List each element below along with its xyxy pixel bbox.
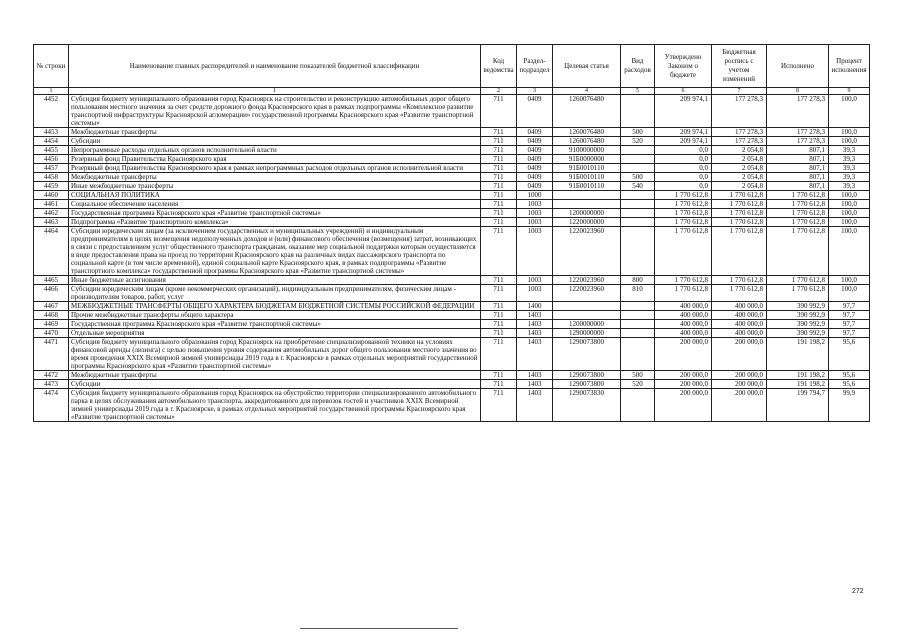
cell-executed: 191 198,2 bbox=[767, 338, 829, 371]
cell-exptype bbox=[621, 320, 655, 329]
cell-executed: 390 992,9 bbox=[767, 302, 829, 311]
cell-num: 4467 bbox=[34, 302, 69, 311]
cell-exptype: 520 bbox=[621, 137, 655, 146]
cell-target: 1290073800 bbox=[553, 380, 621, 389]
column-number: 3 bbox=[517, 88, 553, 95]
cell-exptype: 810 bbox=[621, 285, 655, 302]
cell-section: 0409 bbox=[517, 155, 553, 164]
cell-executed: 1 770 612,8 bbox=[767, 285, 829, 302]
cell-section: 1003 bbox=[517, 227, 553, 276]
cell-name: Подпрограмма «Развитие транспортного комплекса» bbox=[69, 218, 481, 227]
cell-target: 1260076480 bbox=[553, 95, 621, 128]
cell-percent: 39,3 bbox=[829, 155, 870, 164]
cell-section: 1403 bbox=[517, 389, 553, 422]
table-row bbox=[34, 191, 870, 200]
cell-code: 711 bbox=[481, 200, 517, 209]
cell-num: 4472 bbox=[34, 371, 69, 380]
cell-exptype: 500 bbox=[621, 371, 655, 380]
cell-code: 711 bbox=[481, 191, 517, 200]
cell-name: Субсидии юридическим лицам (кроме некоммерческих организаций), индивидуальным предпринимателям, физическим лицам - производителям товаров, работ, услуг bbox=[69, 285, 481, 302]
cell-percent: 97,7 bbox=[829, 311, 870, 320]
cell-name: Межбюджетные трансферты bbox=[69, 128, 481, 137]
cell-target: 1290073800 bbox=[553, 371, 621, 380]
cell-name: Государственная программа Красноярского края «Развитие транспортной системы» bbox=[69, 209, 481, 218]
cell-budget: 1 770 612,8 bbox=[712, 209, 767, 218]
column-number: 1 bbox=[34, 88, 69, 95]
cell-budget: 1 770 612,8 bbox=[712, 191, 767, 200]
cell-target bbox=[553, 302, 621, 311]
cell-executed: 390 992,9 bbox=[767, 311, 829, 320]
cell-budget: 1 770 612,8 bbox=[712, 227, 767, 276]
cell-code: 711 bbox=[481, 146, 517, 155]
cell-percent: 97,7 bbox=[829, 302, 870, 311]
cell-num: 4473 bbox=[34, 380, 69, 389]
cell-exptype bbox=[621, 155, 655, 164]
cell-section: 1003 bbox=[517, 276, 553, 285]
cell-num: 4461 bbox=[34, 200, 69, 209]
cell-budget: 1 770 612,8 bbox=[712, 200, 767, 209]
cell-approved: 200 000,0 bbox=[655, 338, 712, 371]
cell-section: 0409 bbox=[517, 173, 553, 182]
cell-num: 4474 bbox=[34, 389, 69, 422]
cell-percent: 100,0 bbox=[829, 128, 870, 137]
cell-target: 1290073800 bbox=[553, 338, 621, 371]
table-row bbox=[34, 329, 870, 338]
cell-code: 711 bbox=[481, 276, 517, 285]
cell-approved: 1 770 612,8 bbox=[655, 285, 712, 302]
table-row bbox=[34, 146, 870, 155]
cell-num: 4455 bbox=[34, 146, 69, 155]
cell-executed: 191 198,2 bbox=[767, 371, 829, 380]
cell-percent: 100,0 bbox=[829, 137, 870, 146]
budget-report-sheet bbox=[33, 44, 869, 422]
cell-approved: 209 974,1 bbox=[655, 95, 712, 128]
cell-section: 0409 bbox=[517, 164, 553, 173]
cell-section: 1403 bbox=[517, 338, 553, 371]
cell-name: Резервный фонд Правительства Красноярского края в рамках непрограммных расходов отдельных органов исполнительной власти bbox=[69, 164, 481, 173]
cell-section: 1403 bbox=[517, 380, 553, 389]
cell-percent: 99,9 bbox=[829, 389, 870, 422]
table-row bbox=[34, 276, 870, 285]
column-number: 7 bbox=[712, 88, 767, 95]
header-target: Целевая статья bbox=[553, 45, 621, 88]
cell-code: 711 bbox=[481, 137, 517, 146]
page-number: 272 bbox=[852, 588, 864, 595]
column-numbers-row bbox=[34, 88, 870, 95]
cell-name: Отдельные мероприятия bbox=[69, 329, 481, 338]
cell-approved: 0,0 bbox=[655, 146, 712, 155]
cell-target: 1220000000 bbox=[553, 218, 621, 227]
cell-approved: 1 770 612,8 bbox=[655, 276, 712, 285]
cell-name: Прочие межбюджетные трансферты общего характера bbox=[69, 311, 481, 320]
cell-percent: 100,0 bbox=[829, 191, 870, 200]
cell-percent: 100,0 bbox=[829, 285, 870, 302]
header-exptype: Вид расходов bbox=[621, 45, 655, 88]
header-approved: Утверждено Законом о бюджете bbox=[655, 45, 712, 88]
cell-executed: 1 770 612,8 bbox=[767, 209, 829, 218]
cell-exptype bbox=[621, 218, 655, 227]
cell-code: 711 bbox=[481, 285, 517, 302]
cell-budget: 200 000,0 bbox=[712, 371, 767, 380]
cell-code: 711 bbox=[481, 371, 517, 380]
cell-section: 0409 bbox=[517, 182, 553, 191]
cell-target: 91Б0000000 bbox=[553, 155, 621, 164]
cell-target: 1200000000 bbox=[553, 320, 621, 329]
cell-num: 4464 bbox=[34, 227, 69, 276]
cell-exptype bbox=[621, 200, 655, 209]
cell-budget: 200 000,0 bbox=[712, 389, 767, 422]
cell-code: 711 bbox=[481, 182, 517, 191]
table-row bbox=[34, 218, 870, 227]
cell-code: 711 bbox=[481, 218, 517, 227]
cell-percent: 100,0 bbox=[829, 95, 870, 128]
cell-code: 711 bbox=[481, 320, 517, 329]
cell-num: 4469 bbox=[34, 320, 69, 329]
cell-code: 711 bbox=[481, 338, 517, 371]
cell-percent: 100,0 bbox=[829, 227, 870, 276]
header-budget: Бюджетная роспись с учетом изменений bbox=[712, 45, 767, 88]
cell-name: Межбюджетные трансферты bbox=[69, 173, 481, 182]
table-row bbox=[34, 164, 870, 173]
cell-name: Иные бюджетные ассигнования bbox=[69, 276, 481, 285]
cell-num: 4471 bbox=[34, 338, 69, 371]
cell-approved: 400 000,0 bbox=[655, 320, 712, 329]
cell-approved: 0,0 bbox=[655, 164, 712, 173]
footer-divider bbox=[300, 628, 458, 629]
cell-num: 4460 bbox=[34, 191, 69, 200]
cell-executed: 1 770 612,8 bbox=[767, 227, 829, 276]
cell-name: Субсидии юридическим лицам (за исключением государственных и муниципальных учреждений) и индивидуальным предпринимателям в целях возмещения недополученных доходов и (или) финансового обеспечения (возмещения) затрат, возникающих в связи с предоставлением услуг общественного транспорта гражданам, оказание мер социальной поддержки которым осуществляется в виде предоставления права на проезд по территории Красноярского края на различных видах пассажирского транспорта по социальной карте (в том числе временной), единой социальной карте Красноярского края, в рамках подпрограммы «Развитие транспортного комплекса» государственной программы Красноярского края «Развитие транспортной системы» bbox=[69, 227, 481, 276]
cell-num: 4465 bbox=[34, 276, 69, 285]
table-row bbox=[34, 380, 870, 389]
cell-exptype bbox=[621, 389, 655, 422]
cell-target: 1260076480 bbox=[553, 137, 621, 146]
table-row bbox=[34, 389, 870, 422]
cell-name: СОЦИАЛЬНАЯ ПОЛИТИКА bbox=[69, 191, 481, 200]
table-row bbox=[34, 320, 870, 329]
cell-num: 4457 bbox=[34, 164, 69, 173]
header-row bbox=[34, 45, 870, 88]
table-row bbox=[34, 311, 870, 320]
cell-target: 1220023960 bbox=[553, 276, 621, 285]
cell-executed: 807,1 bbox=[767, 173, 829, 182]
table-body bbox=[34, 95, 870, 422]
cell-target: 1220023960 bbox=[553, 285, 621, 302]
cell-exptype bbox=[621, 191, 655, 200]
cell-exptype: 520 bbox=[621, 380, 655, 389]
cell-percent: 97,7 bbox=[829, 329, 870, 338]
column-number: 8 bbox=[767, 88, 829, 95]
cell-section: 0409 bbox=[517, 146, 553, 155]
cell-section: 1003 bbox=[517, 209, 553, 218]
cell-num: 4459 bbox=[34, 182, 69, 191]
cell-percent: 100,0 bbox=[829, 209, 870, 218]
cell-num: 4458 bbox=[34, 173, 69, 182]
cell-approved: 400 000,0 bbox=[655, 302, 712, 311]
cell-name: МЕЖБЮДЖЕТНЫЕ ТРАНСФЕРТЫ ОБЩЕГО ХАРАКТЕРА БЮДЖЕТАМ БЮДЖЕТНОЙ СИСТЕМЫ РОССИЙСКОЙ ФЕДЕРАЦИИ bbox=[69, 302, 481, 311]
table-row bbox=[34, 209, 870, 218]
cell-executed: 177 278,3 bbox=[767, 95, 829, 128]
cell-budget: 400 000,0 bbox=[712, 329, 767, 338]
cell-budget: 400 000,0 bbox=[712, 311, 767, 320]
cell-section: 1003 bbox=[517, 285, 553, 302]
cell-executed: 199 794,7 bbox=[767, 389, 829, 422]
header-executed: Исполнено bbox=[767, 45, 829, 88]
cell-budget: 1 770 612,8 bbox=[712, 276, 767, 285]
cell-budget: 200 000,0 bbox=[712, 338, 767, 371]
cell-approved: 209 974,1 bbox=[655, 137, 712, 146]
column-number: 2 bbox=[481, 88, 517, 95]
cell-approved: 1 770 612,8 bbox=[655, 191, 712, 200]
cell-exptype: 800 bbox=[621, 276, 655, 285]
cell-exptype: 500 bbox=[621, 128, 655, 137]
cell-num: 4468 bbox=[34, 311, 69, 320]
table-row bbox=[34, 302, 870, 311]
cell-code: 711 bbox=[481, 311, 517, 320]
cell-name: Субсидии bbox=[69, 380, 481, 389]
column-number: 9 bbox=[829, 88, 870, 95]
cell-name: Межбюджетные трансферты bbox=[69, 371, 481, 380]
cell-name: Социальное обеспечение населения bbox=[69, 200, 481, 209]
table-row bbox=[34, 173, 870, 182]
cell-percent: 100,0 bbox=[829, 200, 870, 209]
cell-budget: 177 278,3 bbox=[712, 137, 767, 146]
cell-executed: 390 992,9 bbox=[767, 320, 829, 329]
cell-percent: 95,6 bbox=[829, 371, 870, 380]
cell-target: 1290073830 bbox=[553, 389, 621, 422]
table-row bbox=[34, 371, 870, 380]
cell-budget: 2 054,8 bbox=[712, 182, 767, 191]
cell-percent: 39,3 bbox=[829, 164, 870, 173]
cell-budget: 200 000,0 bbox=[712, 380, 767, 389]
cell-approved: 200 000,0 bbox=[655, 389, 712, 422]
cell-executed: 1 770 612,8 bbox=[767, 191, 829, 200]
cell-code: 711 bbox=[481, 389, 517, 422]
cell-section: 1403 bbox=[517, 371, 553, 380]
cell-code: 711 bbox=[481, 95, 517, 128]
cell-approved: 209 974,1 bbox=[655, 128, 712, 137]
cell-executed: 177 278,3 bbox=[767, 137, 829, 146]
table-row bbox=[34, 128, 870, 137]
cell-num: 4454 bbox=[34, 137, 69, 146]
cell-code: 711 bbox=[481, 173, 517, 182]
cell-executed: 807,1 bbox=[767, 146, 829, 155]
cell-section: 1400 bbox=[517, 302, 553, 311]
cell-name: Непрограммные расходы отдельных органов исполнительной власти bbox=[69, 146, 481, 155]
cell-executed: 807,1 bbox=[767, 155, 829, 164]
cell-executed: 1 770 612,8 bbox=[767, 200, 829, 209]
header-name: Наименование главных распорядителей и наименование показателей бюджетной классификации bbox=[69, 45, 481, 88]
cell-name: Государственная программа Красноярского края «Развитие транспортной системы» bbox=[69, 320, 481, 329]
cell-exptype: 500 bbox=[621, 173, 655, 182]
cell-exptype bbox=[621, 302, 655, 311]
cell-approved: 0,0 bbox=[655, 173, 712, 182]
cell-approved: 1 770 612,8 bbox=[655, 218, 712, 227]
table-row bbox=[34, 182, 870, 191]
cell-code: 711 bbox=[481, 227, 517, 276]
cell-target bbox=[553, 191, 621, 200]
cell-code: 711 bbox=[481, 209, 517, 218]
cell-target: 1200000000 bbox=[553, 209, 621, 218]
cell-budget: 2 054,8 bbox=[712, 155, 767, 164]
cell-target: 91Б0010110 bbox=[553, 173, 621, 182]
cell-exptype: 540 bbox=[621, 182, 655, 191]
cell-exptype bbox=[621, 311, 655, 320]
cell-percent: 39,3 bbox=[829, 146, 870, 155]
table-row bbox=[34, 338, 870, 371]
cell-target bbox=[553, 200, 621, 209]
cell-percent: 95,6 bbox=[829, 380, 870, 389]
cell-section: 1000 bbox=[517, 191, 553, 200]
cell-executed: 191 198,2 bbox=[767, 380, 829, 389]
cell-executed: 807,1 bbox=[767, 182, 829, 191]
column-number: 6 bbox=[655, 88, 712, 95]
cell-code: 711 bbox=[481, 164, 517, 173]
cell-budget: 1 770 612,8 bbox=[712, 218, 767, 227]
header-section: Раздел-подраздел bbox=[517, 45, 553, 88]
cell-executed: 1 770 612,8 bbox=[767, 276, 829, 285]
cell-num: 4462 bbox=[34, 209, 69, 218]
cell-section: 1403 bbox=[517, 320, 553, 329]
cell-budget: 177 278,3 bbox=[712, 128, 767, 137]
cell-approved: 400 000,0 bbox=[655, 311, 712, 320]
cell-code: 711 bbox=[481, 155, 517, 164]
cell-percent: 95,6 bbox=[829, 338, 870, 371]
cell-budget: 400 000,0 bbox=[712, 320, 767, 329]
cell-exptype bbox=[621, 329, 655, 338]
cell-name: Субсидия бюджету муниципального образования город Красноярск на строительство и реконструкцию автомобильных дорог общего пользования местного значения за счет средств дорожного фонда Красноярского края в рамках подпрограммы «Комплексное развитие транспортной инфраструктуры Красноярской агломерации» государственной программы Красноярского края «Развитие транспортной системы» bbox=[69, 95, 481, 128]
cell-budget: 177 278,3 bbox=[712, 95, 767, 128]
cell-section: 0409 bbox=[517, 137, 553, 146]
cell-code: 711 bbox=[481, 380, 517, 389]
cell-code: 711 bbox=[481, 128, 517, 137]
cell-name: Субсидия бюджету муниципального образования город Красноярск на обустройство территории специализированного автомобильного парка в целях обслуживания автомобильного транспорта, аккредитованного для перевозок гостей и участников XXIX Всемирной зимней универсиады 2019 года в г. Красноярске, в рамках отдельных мероприятий государственной программы Красноярского края «Развитие транспортной системы» bbox=[69, 389, 481, 422]
cell-section: 1403 bbox=[517, 311, 553, 320]
table-row bbox=[34, 227, 870, 276]
cell-approved: 0,0 bbox=[655, 155, 712, 164]
cell-percent: 100,0 bbox=[829, 218, 870, 227]
cell-approved: 1 770 612,8 bbox=[655, 227, 712, 276]
cell-section: 1003 bbox=[517, 218, 553, 227]
cell-executed: 390 992,9 bbox=[767, 329, 829, 338]
cell-budget: 2 054,8 bbox=[712, 164, 767, 173]
cell-percent: 97,7 bbox=[829, 320, 870, 329]
cell-exptype bbox=[621, 338, 655, 371]
table-row bbox=[34, 285, 870, 302]
cell-num: 4452 bbox=[34, 95, 69, 128]
table-row bbox=[34, 137, 870, 146]
cell-approved: 200 000,0 bbox=[655, 380, 712, 389]
table-row bbox=[34, 155, 870, 164]
cell-target: 91Б0010110 bbox=[553, 182, 621, 191]
cell-section: 1003 bbox=[517, 200, 553, 209]
header-code: Код ведомства bbox=[481, 45, 517, 88]
cell-exptype bbox=[621, 164, 655, 173]
header-num: № строки bbox=[34, 45, 69, 88]
cell-approved: 0,0 bbox=[655, 182, 712, 191]
cell-executed: 807,1 bbox=[767, 164, 829, 173]
cell-percent: 39,3 bbox=[829, 182, 870, 191]
cell-num: 4453 bbox=[34, 128, 69, 137]
cell-target: 1220023960 bbox=[553, 227, 621, 276]
cell-approved: 200 000,0 bbox=[655, 371, 712, 380]
column-number: 5 bbox=[621, 88, 655, 95]
cell-name: Субсидия бюджету муниципального образования город Красноярск на приобретение специализированной техники на условиях финансовой аренды (лизинга) с целью повышения уровня содержания автомобильных дорог общего пользования местного значения во время проведения XXIX Всемирной зимней универсиады 2019 года в г. Красноярске в рамках отдельных мероприятий государственной программы Красноярского края «Развитие транспортной системы» bbox=[69, 338, 481, 371]
column-number: 4 bbox=[553, 88, 621, 95]
cell-name: Иные межбюджетные трансферты bbox=[69, 182, 481, 191]
cell-section: 1403 bbox=[517, 329, 553, 338]
cell-approved: 400 000,0 bbox=[655, 329, 712, 338]
cell-section: 0409 bbox=[517, 95, 553, 128]
cell-percent: 39,3 bbox=[829, 173, 870, 182]
cell-num: 4463 bbox=[34, 218, 69, 227]
cell-exptype bbox=[621, 227, 655, 276]
cell-exptype bbox=[621, 209, 655, 218]
cell-percent: 100,0 bbox=[829, 276, 870, 285]
cell-target: 91Б0010110 bbox=[553, 164, 621, 173]
cell-code: 711 bbox=[481, 302, 517, 311]
cell-budget: 400 000,0 bbox=[712, 302, 767, 311]
budget-table bbox=[33, 44, 870, 422]
cell-target: 9100000000 bbox=[553, 146, 621, 155]
cell-budget: 2 054,8 bbox=[712, 173, 767, 182]
cell-num: 4456 bbox=[34, 155, 69, 164]
cell-budget: 1 770 612,8 bbox=[712, 285, 767, 302]
cell-approved: 1 770 612,8 bbox=[655, 209, 712, 218]
cell-budget: 2 054,8 bbox=[712, 146, 767, 155]
cell-section: 0409 bbox=[517, 128, 553, 137]
column-number: 1 bbox=[69, 88, 481, 95]
table-row bbox=[34, 200, 870, 209]
cell-code: 711 bbox=[481, 329, 517, 338]
cell-target: 1260076480 bbox=[553, 128, 621, 137]
cell-exptype bbox=[621, 95, 655, 128]
cell-executed: 1 770 612,8 bbox=[767, 218, 829, 227]
cell-name: Субсидии bbox=[69, 137, 481, 146]
cell-approved: 1 770 612,8 bbox=[655, 200, 712, 209]
cell-num: 4470 bbox=[34, 329, 69, 338]
cell-executed: 177 278,3 bbox=[767, 128, 829, 137]
cell-name: Резервный фонд Правительства Красноярского края bbox=[69, 155, 481, 164]
cell-exptype bbox=[621, 146, 655, 155]
cell-target bbox=[553, 311, 621, 320]
cell-target: 1290000000 bbox=[553, 329, 621, 338]
cell-num: 4466 bbox=[34, 285, 69, 302]
header-percent: Процент исполнения bbox=[829, 45, 870, 88]
table-row bbox=[34, 95, 870, 128]
